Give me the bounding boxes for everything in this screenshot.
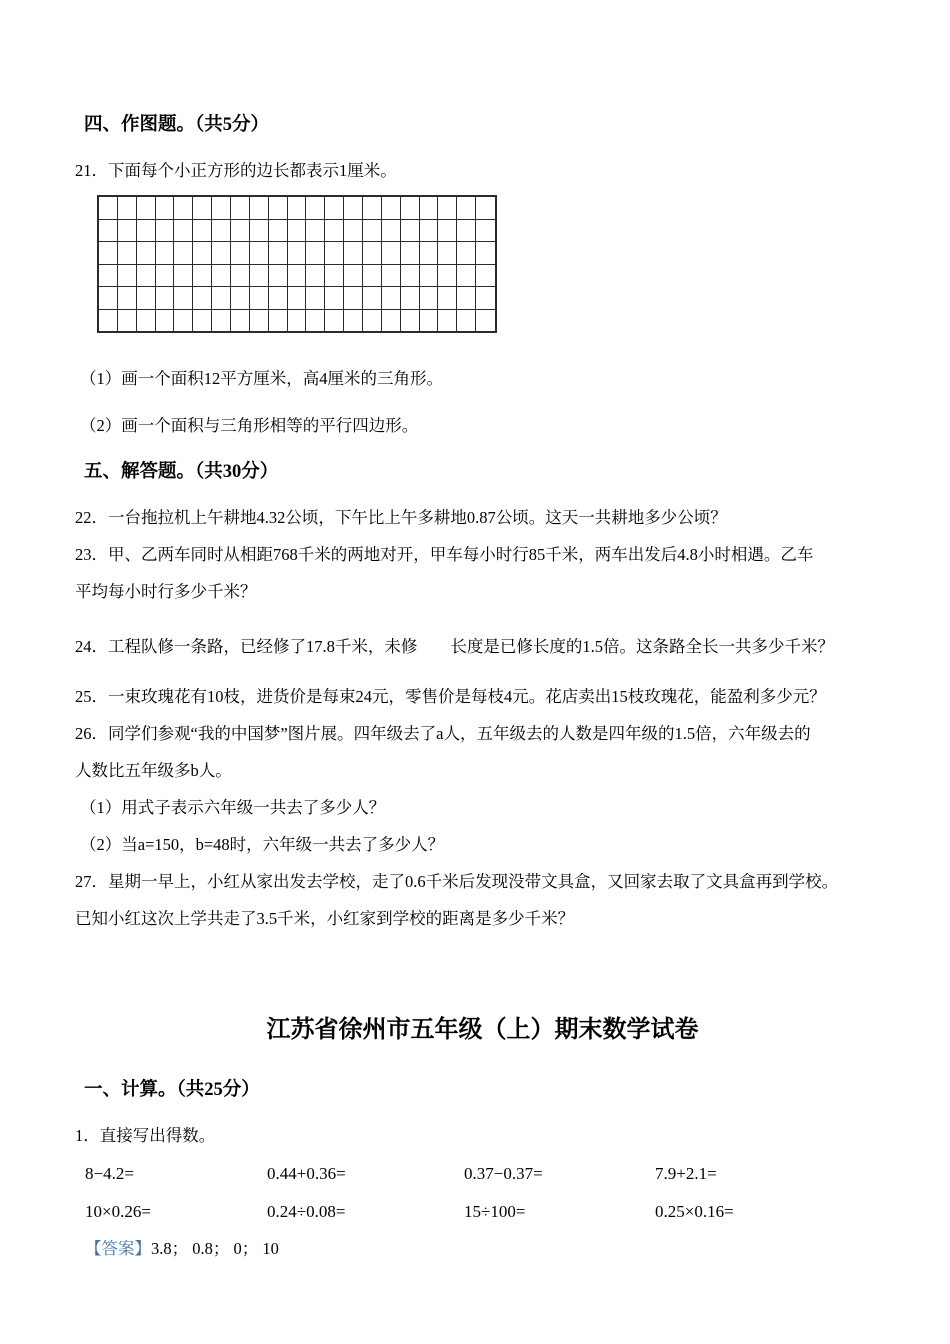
grid-cell (382, 197, 401, 220)
grid-cell (401, 310, 420, 332)
grid-cell (250, 310, 269, 332)
grid-cell (250, 197, 269, 220)
grid-cell (137, 287, 156, 310)
question-25-text: 25．一束玫瑰花有10枝，进货价是每束24元，零售价是每枝4元。花店卖出15枝玫瑰花，能盈利多少元？ (75, 687, 826, 706)
grid-cell (420, 265, 439, 288)
grid-cell (212, 197, 231, 220)
grid-cell (156, 242, 175, 265)
grid-cell (99, 242, 118, 265)
grid-cell (193, 242, 212, 265)
grid-cell (156, 310, 175, 332)
section-5-heading: 五、解答题。（共30分） (84, 462, 279, 482)
grid-cell (363, 242, 382, 265)
grid-cell (344, 310, 363, 332)
grid-cell (401, 220, 420, 243)
equation-cell: 0.37−0.37= (464, 1164, 543, 1183)
grid-cell (401, 287, 420, 310)
grid-cell (193, 197, 212, 220)
grid-cell (401, 242, 420, 265)
question-27-line2: 已知小红这次上学共走了3.5千米，小红家到学校的距离是多少千米？ (75, 909, 575, 928)
grid-cell (438, 265, 457, 288)
question-21-sub2: （2）画一个面积与三角形相等的平行四边形。 (80, 416, 419, 435)
grid-cell (438, 287, 457, 310)
grid-cell (382, 265, 401, 288)
grid-cell (288, 197, 307, 220)
grid-cell (212, 242, 231, 265)
grid-cell (438, 220, 457, 243)
grid-cell (231, 265, 250, 288)
grid-cell (174, 220, 193, 243)
grid-cell (306, 287, 325, 310)
grid-cell (344, 242, 363, 265)
grid-cell (325, 265, 344, 288)
equation-row-1 (75, 1162, 890, 1186)
question-27-line1: 27．星期一早上，小红从家出发去学校，走了0.6千米后发现没带文具盒，又回家去取了文具盒再到学校。 (75, 872, 839, 891)
grid-cell (269, 265, 288, 288)
grid-cell (118, 287, 137, 310)
grid-cell (306, 265, 325, 288)
grid-cell (438, 197, 457, 220)
grid-cell (250, 265, 269, 288)
grid-cell (269, 220, 288, 243)
grid-cell (288, 310, 307, 332)
question-21-text: 21．下面每个小正方形的边长都表示1厘米。 (75, 161, 397, 180)
grid-cell (325, 242, 344, 265)
grid-cell (137, 197, 156, 220)
grid-cell (174, 197, 193, 220)
grid-cell (288, 242, 307, 265)
grid-cell (325, 220, 344, 243)
grid-cell (156, 265, 175, 288)
grid-cell (382, 242, 401, 265)
grid-cell (212, 287, 231, 310)
grid-cell (137, 310, 156, 332)
grid-cell (193, 220, 212, 243)
grid-cell (344, 287, 363, 310)
answer-line (75, 1237, 890, 1261)
grid-cell (457, 310, 476, 332)
grid-cell (231, 242, 250, 265)
answer-value: 3.8； 0.8； 0； 10 (151, 1239, 279, 1258)
grid-cell (231, 287, 250, 310)
grid-cell (118, 220, 137, 243)
question-26-line2: 人数比五年级多b人。 (75, 761, 232, 780)
equation-cell: 0.24÷0.08= (267, 1202, 346, 1221)
grid-cell (118, 197, 137, 220)
grid-cell (382, 220, 401, 243)
grid-cell (457, 265, 476, 288)
grid-cell (476, 197, 495, 220)
equation-cell: 0.25×0.16= (655, 1202, 734, 1221)
grid-cell (269, 197, 288, 220)
question-1-text: 1．直接写出得数。 (75, 1126, 216, 1145)
grid-cell (250, 287, 269, 310)
grid-cell (325, 197, 344, 220)
grid-cell (306, 197, 325, 220)
answer-label: 【答案】 (85, 1239, 151, 1258)
equation-cell: 8−4.2= (85, 1164, 134, 1183)
grid-cell (344, 265, 363, 288)
grid-cell (156, 287, 175, 310)
grid-cell (99, 287, 118, 310)
grid-cell (137, 265, 156, 288)
grid-cell (457, 242, 476, 265)
grid-cell (212, 310, 231, 332)
grid-cell (99, 265, 118, 288)
question-23-line1: 23．甲、乙两车同时从相距768千米的两地对开，甲车每小时行85千米，两车出发后4.8小时相遇。乙车 (75, 545, 814, 564)
grid-cell (438, 310, 457, 332)
grid-cell (363, 287, 382, 310)
grid-cell (476, 287, 495, 310)
question-26-sub2: （2）当a=150，b=48时，六年级一共去了多少人？ (80, 835, 445, 854)
grid-cell (99, 197, 118, 220)
grid-cell (420, 220, 439, 243)
grid-cell (269, 287, 288, 310)
drawing-grid-cells (97, 195, 497, 333)
grid-cell (476, 310, 495, 332)
equation-cell: 0.44+0.36= (267, 1164, 346, 1183)
grid-cell (438, 242, 457, 265)
grid-cell (288, 287, 307, 310)
grid-cell (306, 310, 325, 332)
question-26-line1: 26．同学们参观“我的中国梦”图片展。四年级去了a人，五年级去的人数是四年级的1.5倍，六年级去的 (75, 724, 811, 743)
grid-cell (325, 287, 344, 310)
equation-cell: 15÷100= (464, 1202, 526, 1221)
grid-cell (193, 265, 212, 288)
question-24-text: 24．工程队修一条路，已经修了17.8千米，未修 长度是已修长度的1.5倍。这条路全长一共多少千米？ (75, 637, 834, 656)
question-26-sub1: （1）用式子表示六年级一共去了多少人？ (80, 798, 386, 817)
section-4-heading: 四、作图题。（共5分） (84, 115, 270, 135)
grid-cell (137, 220, 156, 243)
grid-cell (457, 197, 476, 220)
grid-cell (174, 287, 193, 310)
grid-cell (288, 265, 307, 288)
grid-cell (118, 310, 137, 332)
grid-cell (156, 220, 175, 243)
grid-cell (344, 197, 363, 220)
grid-cell (212, 265, 231, 288)
grid-cell (174, 310, 193, 332)
grid-cell (231, 220, 250, 243)
question-22-text: 22．一台拖拉机上午耕地4.32公顷，下午比上午多耕地0.87公顷。这天一共耕地多少公顷？ (75, 508, 727, 527)
grid-cell (382, 310, 401, 332)
grid-cell (363, 310, 382, 332)
grid-cell (269, 310, 288, 332)
question-21-sub1: （1）画一个面积12平方厘米，高4厘米的三角形。 (80, 369, 443, 388)
grid-cell (401, 265, 420, 288)
grid-cell (457, 287, 476, 310)
grid-cell (344, 220, 363, 243)
grid-cell (363, 265, 382, 288)
grid-cell (174, 242, 193, 265)
grid-cell (420, 242, 439, 265)
grid-cell (137, 242, 156, 265)
grid-cell (325, 310, 344, 332)
grid-cell (476, 220, 495, 243)
grid-cell (476, 265, 495, 288)
grid-cell (457, 220, 476, 243)
grid-cell (476, 242, 495, 265)
paper-title: 江苏省徐州市五年级（上）期末数学试卷 (266, 1017, 699, 1043)
question-23-line2: 平均每小时行多少千米？ (75, 582, 257, 601)
equation-cell: 7.9+2.1= (655, 1164, 717, 1183)
grid-cell (420, 197, 439, 220)
grid-cell (118, 242, 137, 265)
grid-cell (288, 220, 307, 243)
grid-cell (99, 310, 118, 332)
grid-cell (231, 197, 250, 220)
grid-cell (231, 310, 250, 332)
grid-cell (156, 197, 175, 220)
grid-cell (420, 310, 439, 332)
grid-cell (401, 197, 420, 220)
grid-cell (250, 242, 269, 265)
equation-row-2 (75, 1200, 890, 1224)
grid-cell (250, 220, 269, 243)
grid-cell (306, 220, 325, 243)
grid-cell (193, 310, 212, 332)
grid-cell (193, 287, 212, 310)
grid-cell (269, 242, 288, 265)
grid-cell (212, 220, 231, 243)
grid-cell (306, 242, 325, 265)
grid-cell (363, 197, 382, 220)
grid-cell (174, 265, 193, 288)
grid-cell (99, 220, 118, 243)
grid-cell (382, 287, 401, 310)
drawing-grid-area (97, 195, 890, 333)
section-1-heading: 一、计算。（共25分） (84, 1080, 260, 1100)
equation-cell: 10×0.26= (85, 1202, 151, 1221)
grid-cell (363, 220, 382, 243)
grid-cell (118, 265, 137, 288)
grid-cell (420, 287, 439, 310)
